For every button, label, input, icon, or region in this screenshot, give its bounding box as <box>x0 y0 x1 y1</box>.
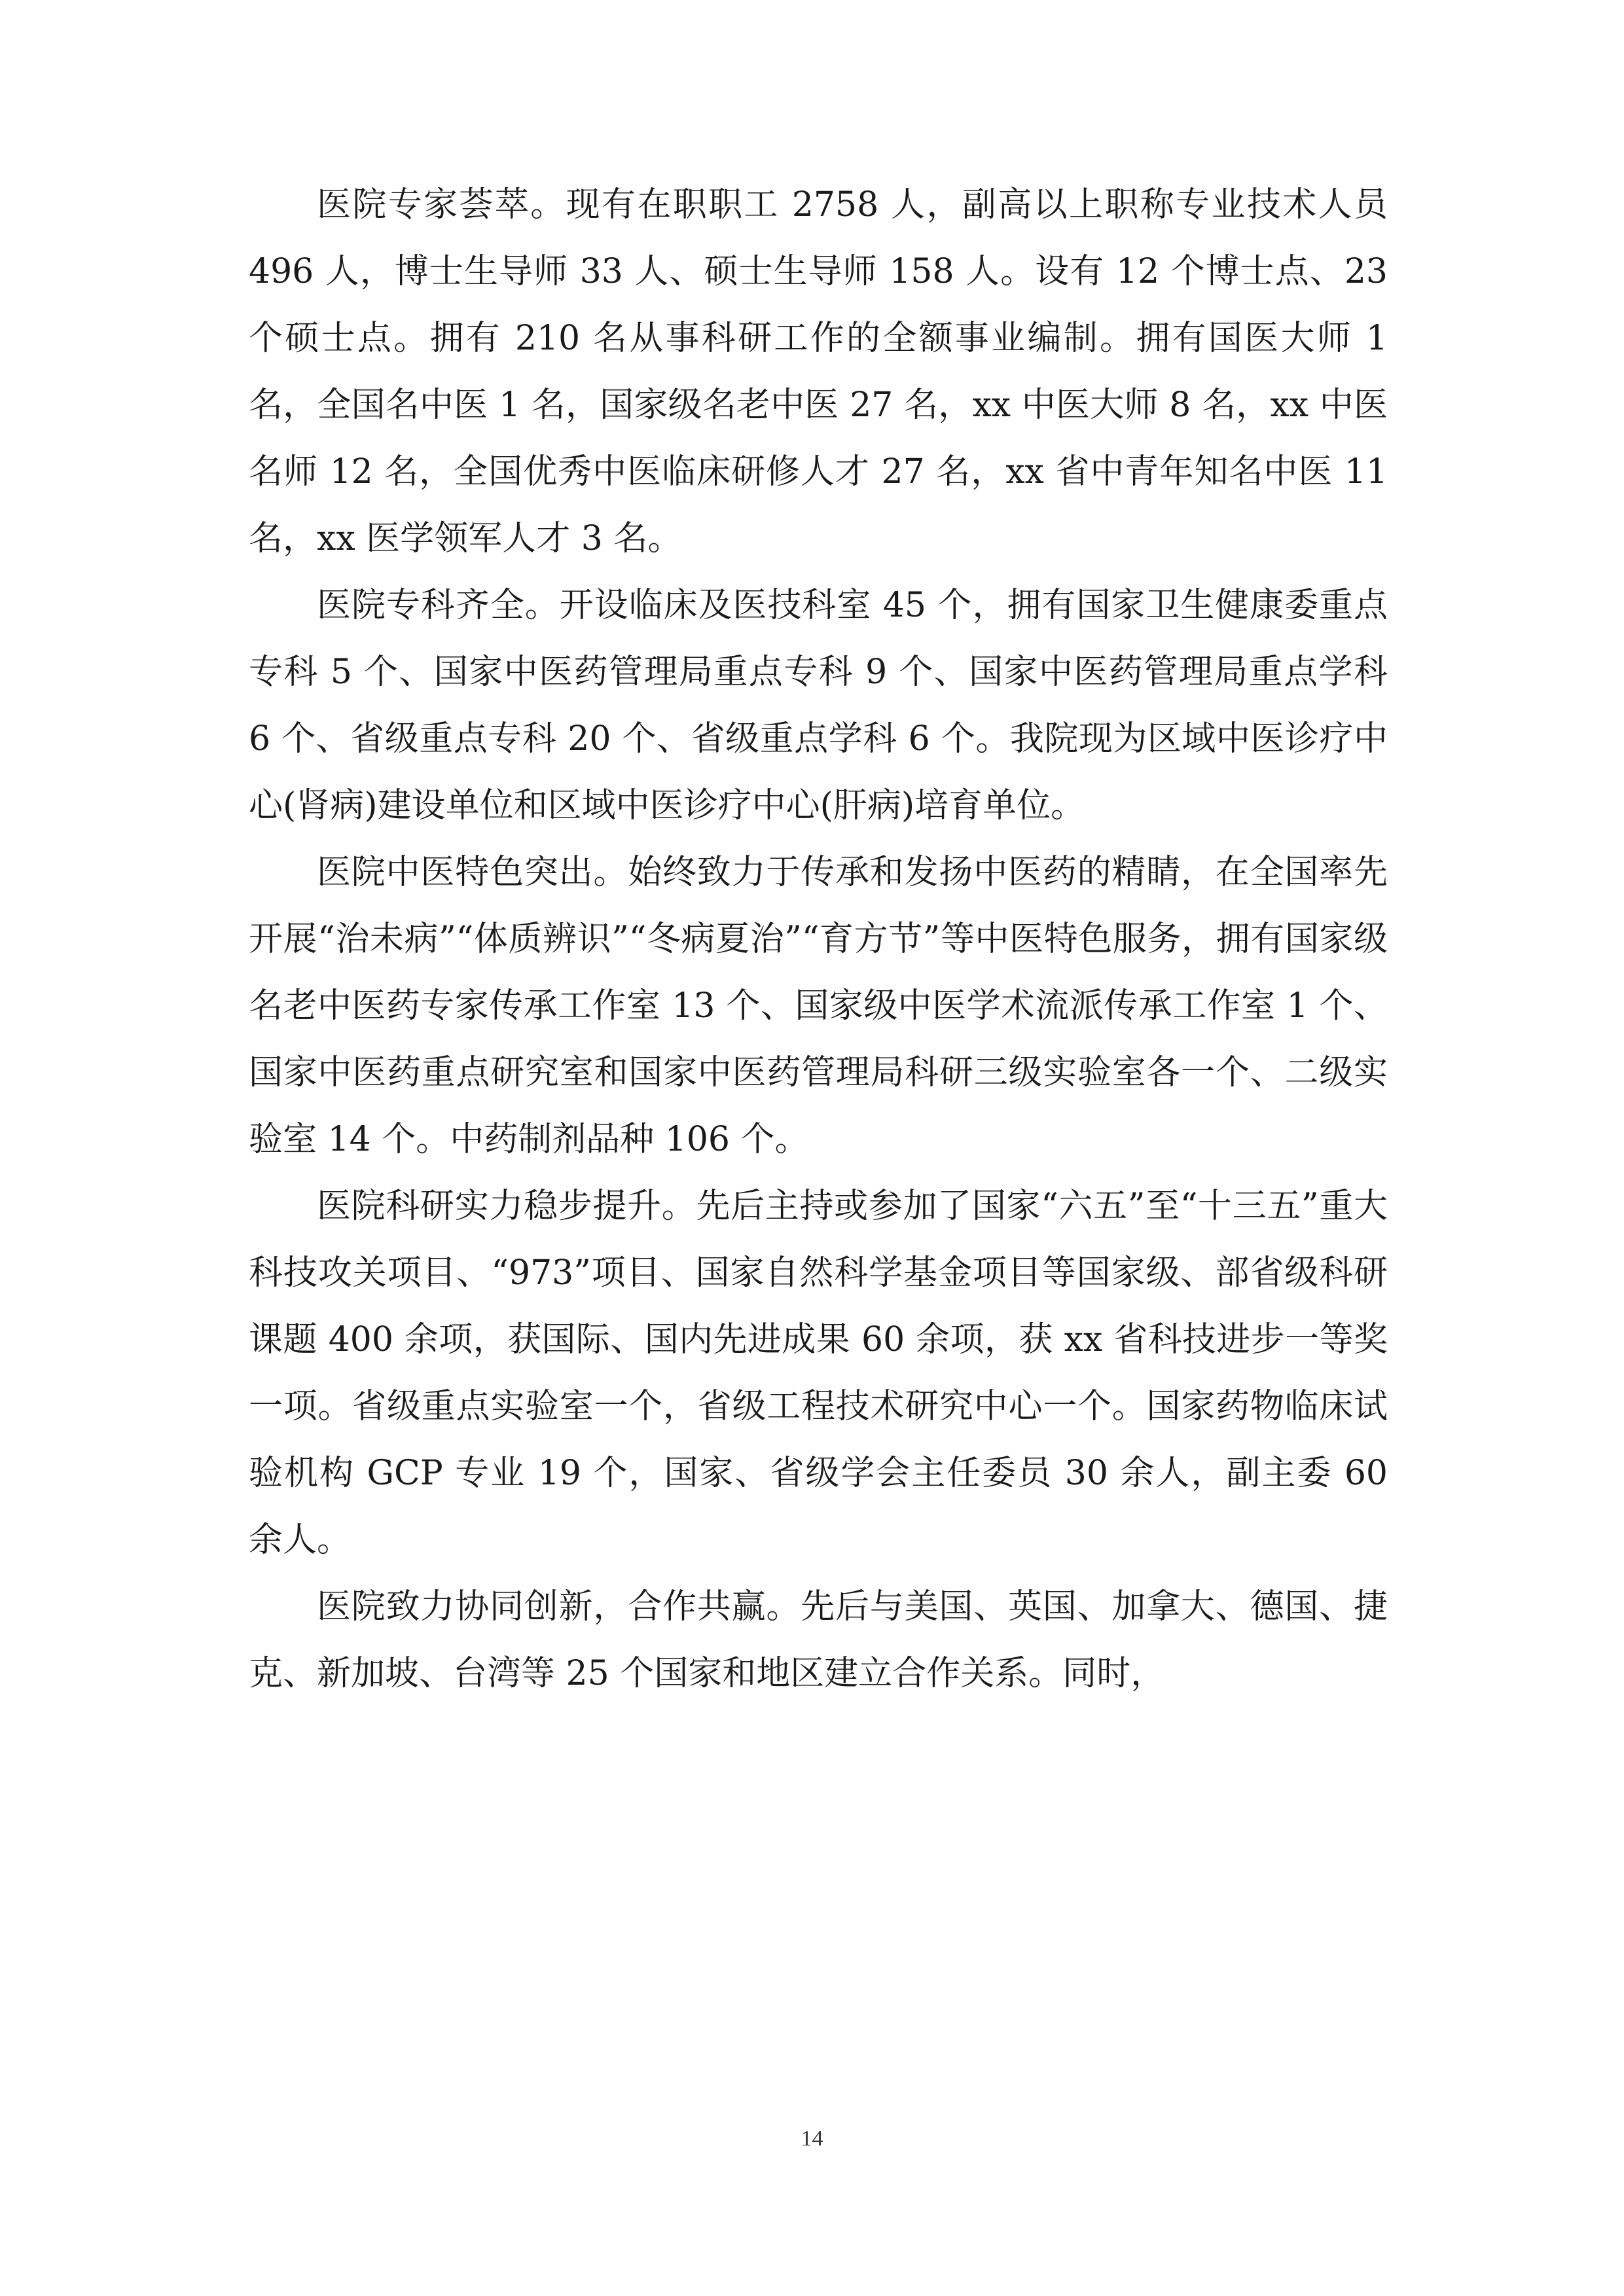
paragraph-experts: 医院专家荟萃。现有在职职工 2758 人，副高以上职称专业技术人员 496 人，博士生导师 33 人、硕士生导师 158 人。设有 12 个博士点、23 个硕士点。拥有 210 名从事科研工作的全额事业编制。拥有国医大师 1 名，全国名中医 1 名，国家级名老中医 27 名，xx 中医大师 8 名，xx 中医名师 12 名，全国优秀中医临床研修人才 27 名，xx 省中青年知名中医 11 名，xx 医学领军人才 3 名。 <box>249 185 1388 558</box>
paragraph-specialties: 医院专科齐全。开设临床及医技科室 45 个，拥有国家卫生健康委重点专科 5 个、国家中医药管理局重点专科 9 个、国家中医药管理局重点学科 6 个、省级重点专科 20 个、省级重点学科 6 个。我院现为区域中医诊疗中心(肾病)建设单位和区域中医诊疗中心(肝病)培育单位。 <box>249 586 1388 825</box>
paragraph-tcm-features: 医院中医特色突出。始终致力于传承和发扬中医药的精睛，在全国率先开展“治未病”“体质辨识”“冬病夏治”“育方节”等中医特色服务，拥有国家级名老中医药专家传承工作室 13 个、国家级中医学术流派传承工作室 1 个、国家中医药重点研究室和国家中医药管理局科研三级实验室各一个、二级实验室 14 个。中药制剂品种 106 个。 <box>249 853 1388 1159</box>
page-number: 14 <box>801 2126 823 2151</box>
document-body <box>249 171 1388 1707</box>
paragraph-research: 医院科研实力稳步提升。先后主持或参加了国家“六五”至“十三五”重大科技攻关项目、“973”项目、国家自然科学基金项目等国家级、部省级科研课题 400 余项，获国际、国内先进成果 60 余项，获 xx 省科技进步一等奖一项。省级重点实验室一个，省级工程技术研究中心一个。国家药物临床试验机构 GCP 专业 19 个，国家、省级学会主任委员 30 余人，副主委 60 余人。 <box>249 1187 1388 1560</box>
paragraph-cooperation: 医院致力协同创新，合作共赢。先后与美国、英国、加拿大、德国、捷克、新加坡、台湾等 25 个国家和地区建立合作关系。同时， <box>249 1587 1388 1693</box>
